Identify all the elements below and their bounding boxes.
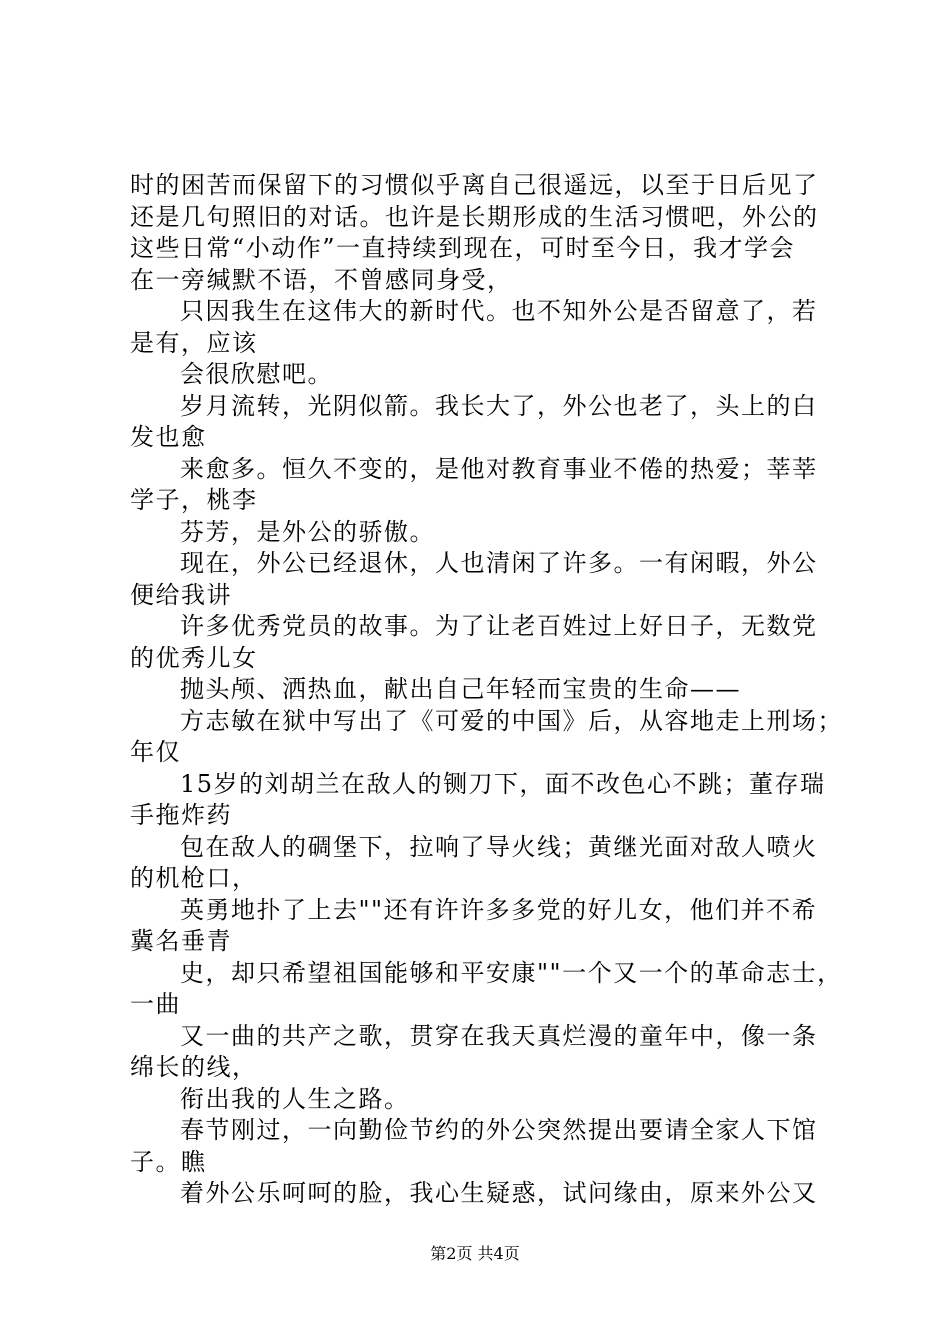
text-line: 这些日常“小动作”一直持续到现在，可时至今日，我才学会 bbox=[130, 234, 796, 262]
text-line: 还是几句照旧的对话。也许是长期形成的生活习惯吧，外公的 bbox=[130, 202, 819, 231]
text-line: 史，却只希望祖国能够和平安康""一个又一个的革命志士， bbox=[180, 958, 843, 987]
text-line: 方志敏在狱中写出了《可爱的中国》后，从容地走上刑场； bbox=[180, 706, 843, 735]
text-line: 现在，外公已经退休，人也清闲了许多。一有闲暇，外公 bbox=[180, 549, 818, 577]
text-line: 岁月流转，光阴似箭。我长大了，外公也老了，头上的白 bbox=[180, 391, 818, 420]
text-line: 的优秀儿女 bbox=[130, 643, 258, 672]
text-line: 手拖炸药 bbox=[130, 801, 232, 829]
text-line: 又一曲的共产之歌，贯穿在我天真烂漫的童年中，像一条 bbox=[180, 1021, 818, 1050]
text-line: 着外公乐呵呵的脸，我心生疑惑，试问缘由，原来外公又 bbox=[180, 1179, 818, 1207]
text-line: 芬芳，是外公的骄傲。 bbox=[180, 517, 435, 546]
page-footer: 第2页 共4页 bbox=[430, 1244, 520, 1263]
text-line: 学子，桃李 bbox=[130, 486, 258, 514]
text-line: 抛头颅、洒热血，献出自己年轻而宝贵的生命—— bbox=[180, 675, 741, 703]
text-line: 来愈多。恒久不变的，是他对教育事业不倦的热爱；莘莘 bbox=[180, 454, 818, 483]
text-line: 春节刚过，一向勤俭节约的外公突然提出要请全家人下馆 bbox=[180, 1116, 818, 1144]
text-line: 许多优秀党员的故事。为了让老百姓过上好日子，无数党 bbox=[180, 612, 818, 640]
text-line: 绵长的线， bbox=[130, 1053, 258, 1081]
text-line: 会很欣慰吧。 bbox=[180, 360, 333, 388]
text-line: 只因我生在这伟大的新时代。也不知外公是否留意了，若 bbox=[180, 297, 818, 325]
text-line: 英勇地扑了上去""还有许许多多党的好儿女，他们并不希 bbox=[180, 895, 818, 924]
text-line: 一曲 bbox=[130, 990, 181, 1018]
text-line: 是有，应该 bbox=[130, 328, 258, 357]
document-body bbox=[130, 170, 843, 1210]
text-line: 年仅 bbox=[130, 738, 181, 766]
text-line: 的机枪口， bbox=[130, 864, 258, 892]
text-line: 冀名垂青 bbox=[130, 927, 232, 955]
text-line: 发也愈 bbox=[130, 423, 207, 451]
text-line: 时的困苦而保留下的习惯似乎离自己很遥远，以至于日后见了 bbox=[130, 171, 819, 199]
text-line: 15岁的刘胡兰在敌人的铡刀下，面不改色心不跳；董存瑞 bbox=[180, 769, 826, 798]
text-line: 衔出我的人生之路。 bbox=[180, 1084, 410, 1113]
text-line: 包在敌人的碉堡下，拉响了导火线；黄继光面对敌人喷火 bbox=[180, 832, 818, 861]
text-line: 便给我讲 bbox=[130, 580, 232, 609]
text-line: 在一旁缄默不语，不曾感同身受， bbox=[130, 265, 513, 294]
text-line: 子。瞧 bbox=[130, 1147, 207, 1176]
